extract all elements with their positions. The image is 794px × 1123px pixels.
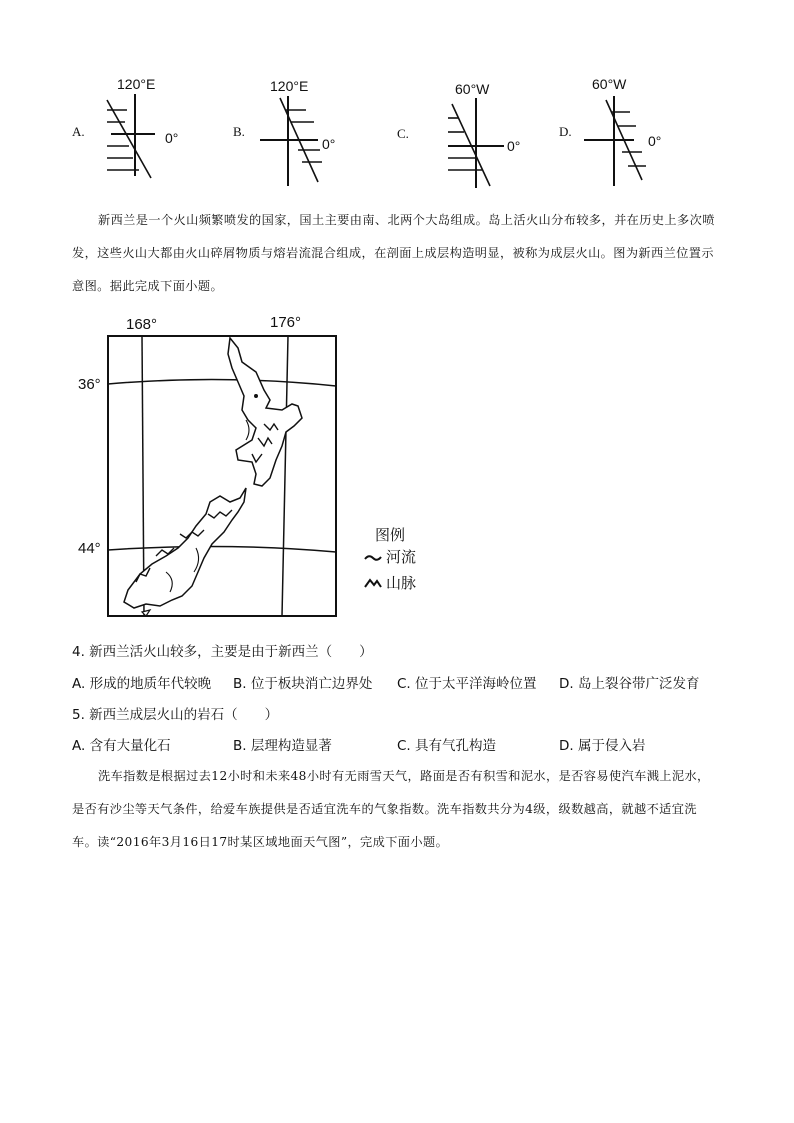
option-a-longitude: 120°E bbox=[117, 76, 156, 92]
legend-river-label: 河流 bbox=[386, 548, 417, 566]
option-d-longitude: 60°W bbox=[592, 76, 627, 92]
option-d-diagram[interactable] bbox=[584, 96, 654, 188]
river-icon bbox=[364, 548, 382, 567]
q4-option-a[interactable]: A. 形成的地质年代较晚 bbox=[72, 676, 212, 692]
q5-option-b[interactable]: B. 层理构造显著 bbox=[233, 738, 332, 754]
intro-nz-paragraph bbox=[72, 204, 722, 303]
q5-option-c[interactable]: C. 具有气孔构造 bbox=[397, 738, 497, 754]
option-a-latitude: 0° bbox=[165, 130, 179, 146]
option-c-longitude: 60°W bbox=[455, 81, 490, 97]
q4-option-d[interactable]: D. 岛上裂谷带广泛发育 bbox=[559, 676, 700, 692]
diagram-options-row bbox=[0, 70, 794, 195]
q4-stem: 4. 新西兰活火山较多，主要是由于新西兰（ ） bbox=[72, 644, 373, 660]
option-a-letter: A. bbox=[72, 124, 85, 139]
option-c-letter: C. bbox=[397, 126, 409, 141]
q4-option-b[interactable]: B. 位于板块消亡边界处 bbox=[233, 676, 373, 692]
legend-mountain-label: 山脉 bbox=[386, 574, 417, 592]
q4-option-c[interactable]: C. 位于太平洋海岭位置 bbox=[397, 676, 537, 692]
lon-label-176: 176° bbox=[270, 314, 302, 331]
intro-nz-text: 新西兰是一个火山频繁喷发的国家，国土主要由南、北两个大岛组成。岛上活火山分布较多，并在历史上多次喷发，这些火山大都由火山碎屑物质与熔岩流混合组成，在剖面上成层构造明显，被称为成层火山。图为新西兰位置示意图。据此完成下面小题。 bbox=[72, 213, 715, 293]
option-b-diagram[interactable] bbox=[258, 96, 328, 188]
lat-label-44: 44° bbox=[78, 540, 101, 557]
q5-option-d[interactable]: D. 属于侵入岩 bbox=[559, 738, 646, 754]
option-b-longitude: 120°E bbox=[270, 78, 309, 94]
intro-car-text: 洗车指数是根据过去12小时和未来48小时有无雨雪天气，路面是否有积雪和泥水，是否容易使汽车溅上泥水，是否有沙尘等天气条件，给爱车族提供是否适宜洗车的气象指数。洗车指数共分为4级，级数越高，就越不适宜洗车。读“2016年3月16日17时某区域地面天气图”，完成下面小题。 bbox=[72, 769, 710, 849]
lon-label-168: 168° bbox=[126, 316, 158, 333]
option-c-diagram[interactable] bbox=[438, 98, 508, 190]
option-a-diagram[interactable] bbox=[95, 94, 165, 186]
option-c-latitude: 0° bbox=[507, 138, 521, 154]
mountain-icon bbox=[364, 574, 382, 593]
nz-map bbox=[70, 310, 440, 622]
option-d-letter: D. bbox=[559, 124, 572, 139]
legend-title: 图例 bbox=[375, 526, 406, 544]
option-d-latitude: 0° bbox=[648, 133, 662, 149]
intro-car-paragraph bbox=[72, 760, 722, 859]
map-frame bbox=[106, 334, 338, 620]
q5-option-a[interactable]: A. 含有大量化石 bbox=[72, 738, 171, 754]
q5-stem: 5. 新西兰成层火山的岩石（ ） bbox=[72, 707, 279, 723]
option-b-latitude: 0° bbox=[322, 136, 336, 152]
option-b-letter: B. bbox=[233, 124, 245, 139]
lat-label-36: 36° bbox=[78, 376, 101, 393]
